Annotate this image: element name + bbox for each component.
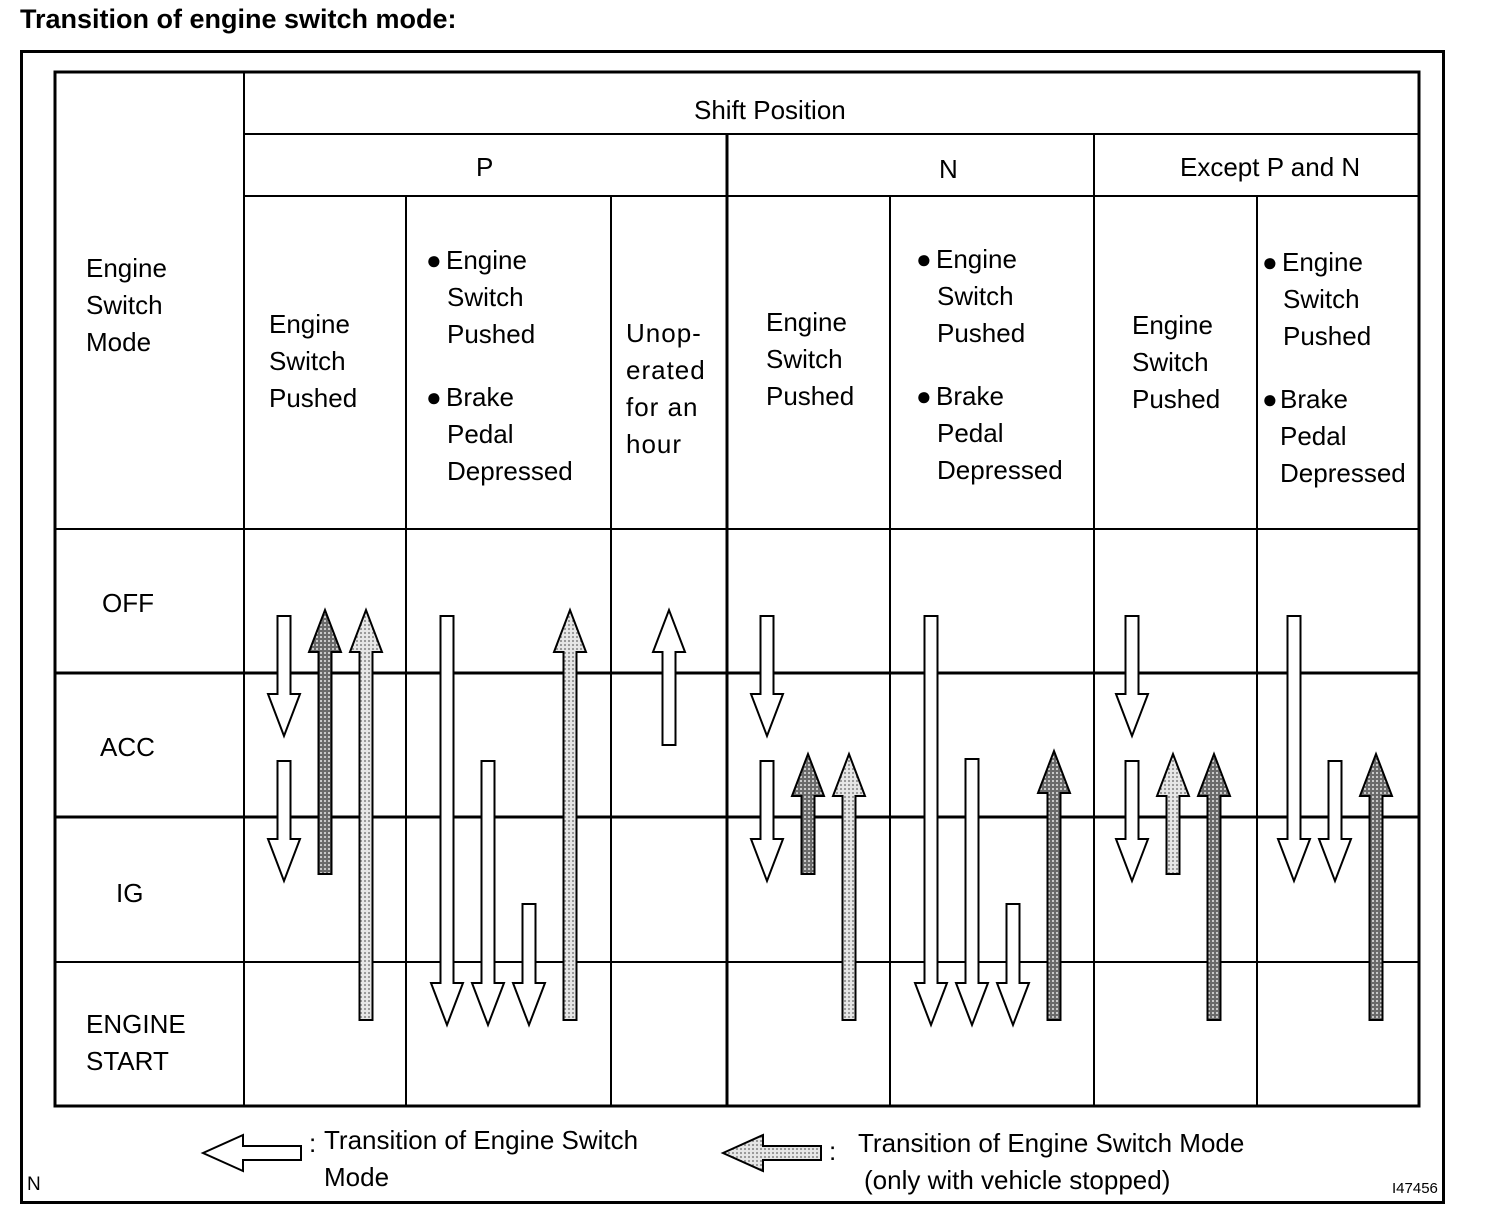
shift-position-header: Shift Position <box>694 95 846 125</box>
group-p-header: P <box>476 152 494 182</box>
bullet: ● <box>916 381 932 411</box>
legend-shaded-text: Transition of Engine Switch Mode (only with vehicle stopped) <box>858 1128 1245 1195</box>
row-off-label: OFF <box>102 588 154 618</box>
p-pushed-header: Engine Switch Pushed <box>269 309 358 413</box>
transition-arrow-start-to-acc <box>1198 754 1230 1020</box>
p-pushed-brake-header: ● Engine Switch Pushed ● Brake Pedal Depressed <box>426 242 573 490</box>
group-n-header: N <box>939 154 958 184</box>
transition-arrow-ig-to-acc <box>1157 754 1189 874</box>
bullet: ● <box>916 244 932 274</box>
transition-arrow-acc-to-start <box>472 761 504 1025</box>
transition-arrow-off-to-acc <box>268 616 300 736</box>
transition-arrow-acc-to-off <box>653 610 685 745</box>
p-unoperated-header: Unop- erated for an hour <box>626 318 706 459</box>
legend-white-text: Transition of Engine Switch Mode <box>324 1125 639 1192</box>
bullet: ● <box>426 245 442 275</box>
transition-arrow-ig-to-start <box>997 904 1029 1025</box>
group-except-header: Except P and N <box>1180 152 1361 182</box>
except-pushed-header: Engine Switch Pushed <box>1132 310 1221 414</box>
transition-arrow-off-to-acc <box>1116 616 1148 736</box>
legend-white-colon: : <box>309 1128 317 1158</box>
legend-shaded-colon: : <box>829 1136 837 1166</box>
transition-arrow-off-to-ig <box>1278 616 1310 881</box>
bullet: ● <box>1262 384 1278 414</box>
transition-arrow-off-to-start <box>915 616 947 1025</box>
transition-arrow-acc-to-ig <box>268 761 300 881</box>
row-ig-label: IG <box>116 878 144 908</box>
transition-arrow-start-to-acc <box>833 754 865 1020</box>
transition-arrow-acc-to-ig <box>751 761 783 881</box>
transition-arrow-acc-to-start <box>956 759 988 1025</box>
transition-arrow-ig-to-acc <box>792 754 824 874</box>
transition-arrow-start-to-acc <box>1360 754 1392 1020</box>
transition-arrow-ig-to-off <box>309 610 341 874</box>
transition-arrow-off-to-start <box>431 616 463 1025</box>
n-pushed-header: Engine Switch Pushed <box>766 307 855 411</box>
n-pushed-brake-header: ● Engine Switch Pushed ● Brake Pedal Depressed <box>916 241 1063 489</box>
transition-arrow-acc-to-ig <box>1116 761 1148 881</box>
transition-arrow-start-to-acc <box>1038 751 1070 1020</box>
except-pushed-brake-header: ● Engine Switch Pushed ●Brake Pedal Depressed <box>1262 244 1406 492</box>
bullet: ● <box>1262 247 1278 277</box>
transition-arrow-acc-to-ig <box>1319 761 1351 881</box>
transition-arrow-off-to-acc <box>751 616 783 736</box>
row-engine-start-label: ENGINE START <box>86 1009 186 1076</box>
corner-letter: N <box>27 1174 41 1195</box>
diagram-title: Transition of engine switch mode: <box>20 4 457 34</box>
transition-arrow-ig-to-start <box>513 904 545 1025</box>
row-acc-label: ACC <box>100 732 155 762</box>
bullet: ● <box>426 382 442 412</box>
figure-id: I47456 <box>1392 1180 1438 1197</box>
engine-switch-mode-header: Engine Switch Mode <box>86 253 167 357</box>
